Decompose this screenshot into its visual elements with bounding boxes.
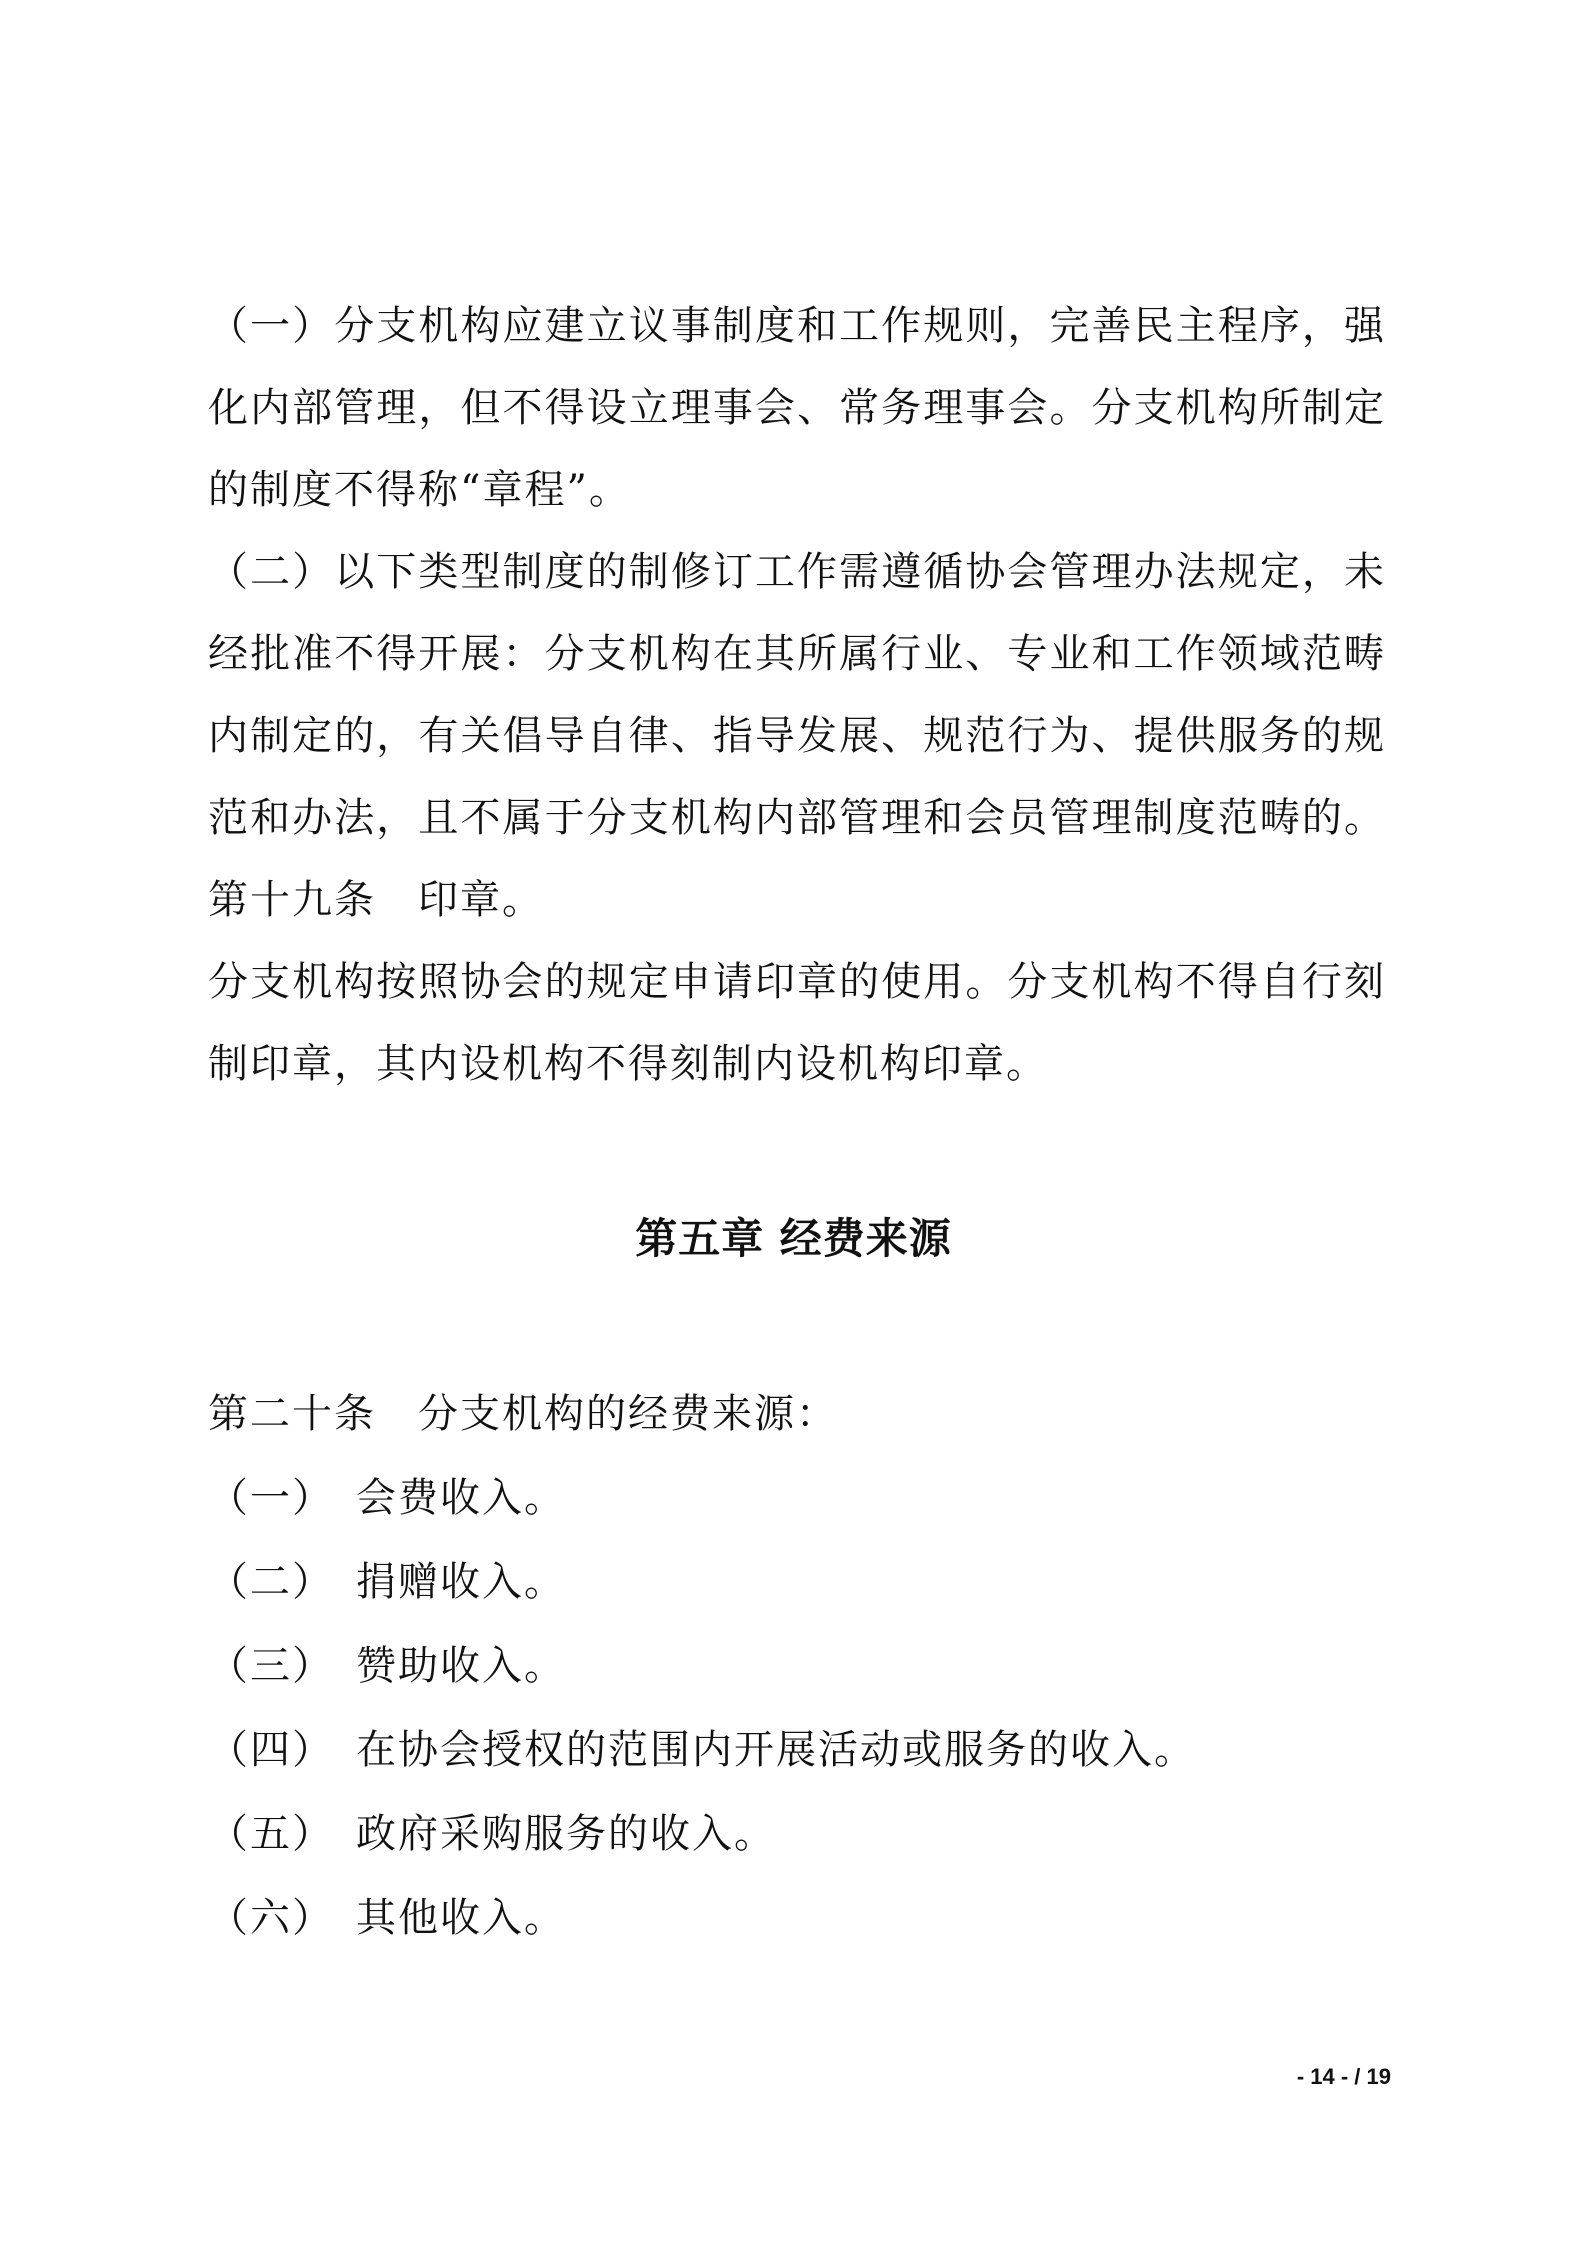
paragraph-line: 范和办法，且不属于分支机构内部管理和会员管理制度范畴的。	[208, 795, 1384, 841]
list-item-text: 政府采购服务的收入。	[356, 1811, 776, 1857]
list-item-number: （三）	[208, 1643, 334, 1689]
list-item	[208, 1557, 566, 1607]
list-item	[208, 1809, 776, 1859]
paragraph-line: 制印章，其内设机构不得刻制内设机构印章。	[208, 1041, 1048, 1087]
list-item-text: 其他收入。	[356, 1895, 566, 1941]
paragraph-line: （二）以下类型制度的制修订工作需遵循协会管理办法规定，未	[208, 549, 1384, 595]
list-item-text: 赞助收入。	[356, 1643, 566, 1689]
list-item	[208, 1893, 566, 1943]
list-item-number: （四）	[208, 1727, 334, 1773]
list-item-number: （一）	[208, 1475, 334, 1521]
paragraph-line: 分支机构按照协会的规定申请印章的使用。分支机构不得自行刻	[208, 959, 1384, 1005]
paragraph-line: 经批准不得开展：分支机构在其所属行业、专业和工作领域范畴	[208, 631, 1384, 677]
list-item-number: （二）	[208, 1559, 334, 1605]
paragraph-line: （一）分支机构应建立议事制度和工作规则，完善民主程序，强	[208, 303, 1384, 349]
list-item-text: 会费收入。	[356, 1475, 566, 1521]
page-number: - 14 - / 19	[1296, 2064, 1391, 2089]
list-item-text: 在协会授权的范围内开展活动或服务的收入。	[356, 1727, 1196, 1773]
chapter-title: 第五章 经费来源	[635, 1214, 952, 1263]
paragraph-line: 化内部管理，但不得设立理事会、常务理事会。分支机构所制定	[208, 385, 1384, 431]
paragraph-line: 的制度不得称“章程”。	[208, 467, 631, 513]
list-item	[208, 1725, 1196, 1775]
list-item	[208, 1473, 566, 1523]
paragraph-line: 内制定的，有关倡导自律、指导发展、规范行为、提供服务的规	[208, 713, 1384, 759]
article-heading: 第二十条 分支机构的经费来源：	[208, 1391, 838, 1437]
list-item-number: （五）	[208, 1811, 334, 1857]
list-item	[208, 1641, 566, 1691]
list-item-text: 捐赠收入。	[356, 1559, 566, 1605]
article-heading: 第十九条 印章。	[208, 877, 544, 923]
list-item-number: （六）	[208, 1895, 334, 1941]
